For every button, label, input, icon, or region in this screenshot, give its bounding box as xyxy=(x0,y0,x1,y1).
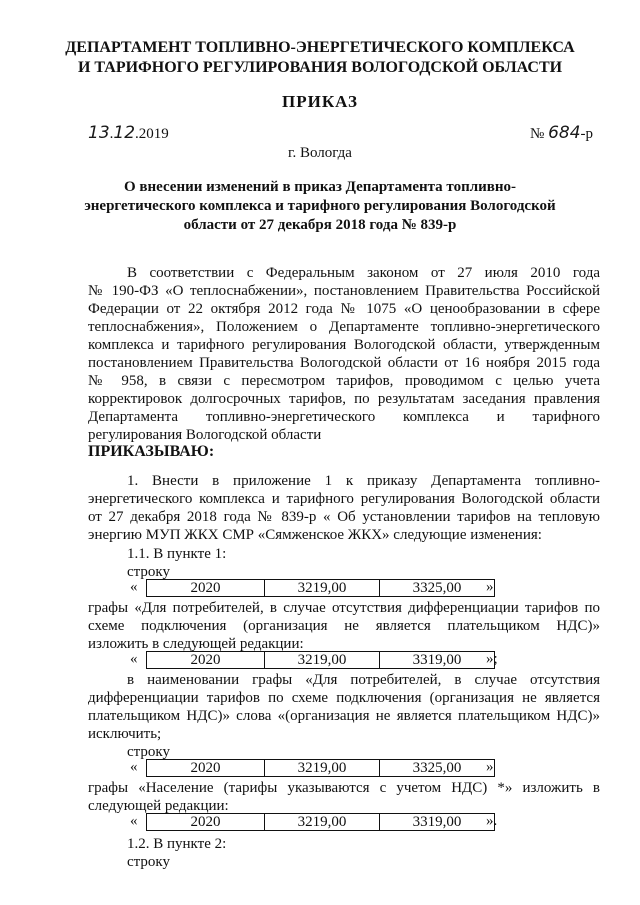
quote-open: « xyxy=(130,651,138,667)
preamble-line: Федерации от 22 октября 2012 года № 1075 «О ценообразовании в сфере xyxy=(88,301,600,317)
cell-value-1: 3219,00 xyxy=(265,580,380,596)
cell-value-1: 3219,00 xyxy=(265,652,380,668)
row-cells xyxy=(146,759,495,777)
org-name-line2: И ТАРИФНОГО РЕГУЛИРОВАНИЯ ВОЛОГОДСКОЙ ОБЛАСТИ xyxy=(77,59,563,76)
para-a-line: изложить в следующей редакции: xyxy=(88,636,304,652)
date-day-handwritten: 13 xyxy=(88,123,110,143)
word-row: строку xyxy=(127,564,170,580)
number-suffix: -р xyxy=(580,126,594,142)
cell-value-2: 3319,00 xyxy=(412,652,462,668)
cell-year: 2020 xyxy=(147,652,265,668)
date-year: .2019 xyxy=(135,126,169,142)
cell-year: 2020 xyxy=(147,760,265,776)
para-b-line: исключить; xyxy=(88,726,162,742)
preamble-line: теплоснабжения», Положением о Департаменте топливно-энергетического xyxy=(88,319,600,335)
cell-year: 2020 xyxy=(147,814,265,830)
row-cells xyxy=(146,813,498,831)
para-c-line: следующей редакции: xyxy=(88,798,229,814)
date-month-handwritten: 12 xyxy=(113,123,136,143)
cell-value-2: 3325,00 xyxy=(412,580,462,596)
para-c-line: графы «Население (тарифы указываются с учетом НДС) *» изложить в xyxy=(88,780,600,796)
item1-line: энергию МУП ЖКХ СМР «Сямженское ЖКХ» следующие изменения: xyxy=(88,527,542,543)
cell-value-2: 3325,00 xyxy=(412,760,462,776)
cell-value-1: 3219,00 xyxy=(265,760,380,776)
preamble-line: № 190-ФЗ «О теплоснабжении», постановлением Правительства Российской xyxy=(88,283,600,299)
cell-value-1: 3219,00 xyxy=(265,814,380,830)
para-b-line: дифференциации тарифов по схеме подключения (организация не является xyxy=(88,690,600,706)
item1-line: энергетического комплекса и тарифного регулирования Вологодской области xyxy=(88,491,600,507)
org-name-line1: ДЕПАРТАМЕНТ ТОПЛИВНО-ЭНЕРГЕТИЧЕСКОГО КОМПЛЕКСА xyxy=(65,39,575,56)
preamble-line: комплекса и тарифного регулирования Вологодской области, утвержденным xyxy=(88,337,600,353)
title-line3: области от 27 декабря 2018 года № 839-р xyxy=(183,217,457,233)
quote-open: « xyxy=(130,579,138,595)
para-b-line: плательщиком НДС)» слова «(организация не является плательщиком НДС)» xyxy=(88,708,600,724)
order-date xyxy=(88,123,169,143)
quote-close: »; xyxy=(486,651,498,667)
para-a-line: схеме подключения (организация не является плательщиком НДС)» xyxy=(88,618,600,634)
number-handwritten: 684 xyxy=(548,123,581,143)
item1-line: от 27 декабря 2018 года № 839-р « Об установлении тарифов на тепловую xyxy=(88,509,600,525)
city: г. Вологда xyxy=(288,145,352,161)
para-b-line: в наименовании графы «Для потребителей, в случае отсутствия xyxy=(127,672,600,688)
title-line1: О внесении изменений в приказ Департамента топливно- xyxy=(123,179,517,195)
doc-type: ПРИКАЗ xyxy=(282,92,358,111)
item1-line: 1. Внести в приложение 1 к приказу Департамента топливно- xyxy=(127,473,600,489)
row-cells xyxy=(146,579,495,597)
row-cells xyxy=(146,651,495,669)
preamble-line: постановлением Правительства Вологодской области от 16 ноября 2015 года xyxy=(88,355,600,371)
preamble-line: корректировок долгосрочных тарифов, по результатам заседания правления xyxy=(88,391,600,407)
preamble-line: Департамента топливно-энергетического комплекса и тарифного xyxy=(88,409,600,425)
cell-year: 2020 xyxy=(147,580,265,596)
order-word: ПРИКАЗЫВАЮ: xyxy=(88,443,215,460)
cell-value-2: 3319,00 xyxy=(412,814,462,830)
quote-open: « xyxy=(130,759,138,775)
quote-close: » xyxy=(486,759,494,775)
subitem-1-1: 1.1. В пункте 1: xyxy=(127,546,227,562)
para-a-line: графы «Для потребителей, в случае отсутствия дифференциации тарифов по xyxy=(88,600,600,616)
subitem-1-2: 1.2. В пункте 2: xyxy=(127,836,227,852)
preamble-line: № 958, в связи с пересмотром тарифов, проводимом с целью учета xyxy=(88,373,600,389)
preamble-line: регулирования Вологодской области xyxy=(88,427,322,443)
order-number xyxy=(530,123,593,143)
quote-open: « xyxy=(130,813,138,829)
word-row: строку xyxy=(127,744,170,760)
quote-close: ». xyxy=(486,813,498,829)
preamble-line: В соответствии с Федеральным законом от 27 июля 2010 года xyxy=(127,265,600,281)
word-row: строку xyxy=(127,854,170,870)
quote-close: » xyxy=(486,579,494,595)
title-line2: энергетического комплекса и тарифного регулирования Вологодской xyxy=(84,198,556,214)
number-prefix: № xyxy=(530,126,545,142)
date-separator: . xyxy=(109,126,114,142)
